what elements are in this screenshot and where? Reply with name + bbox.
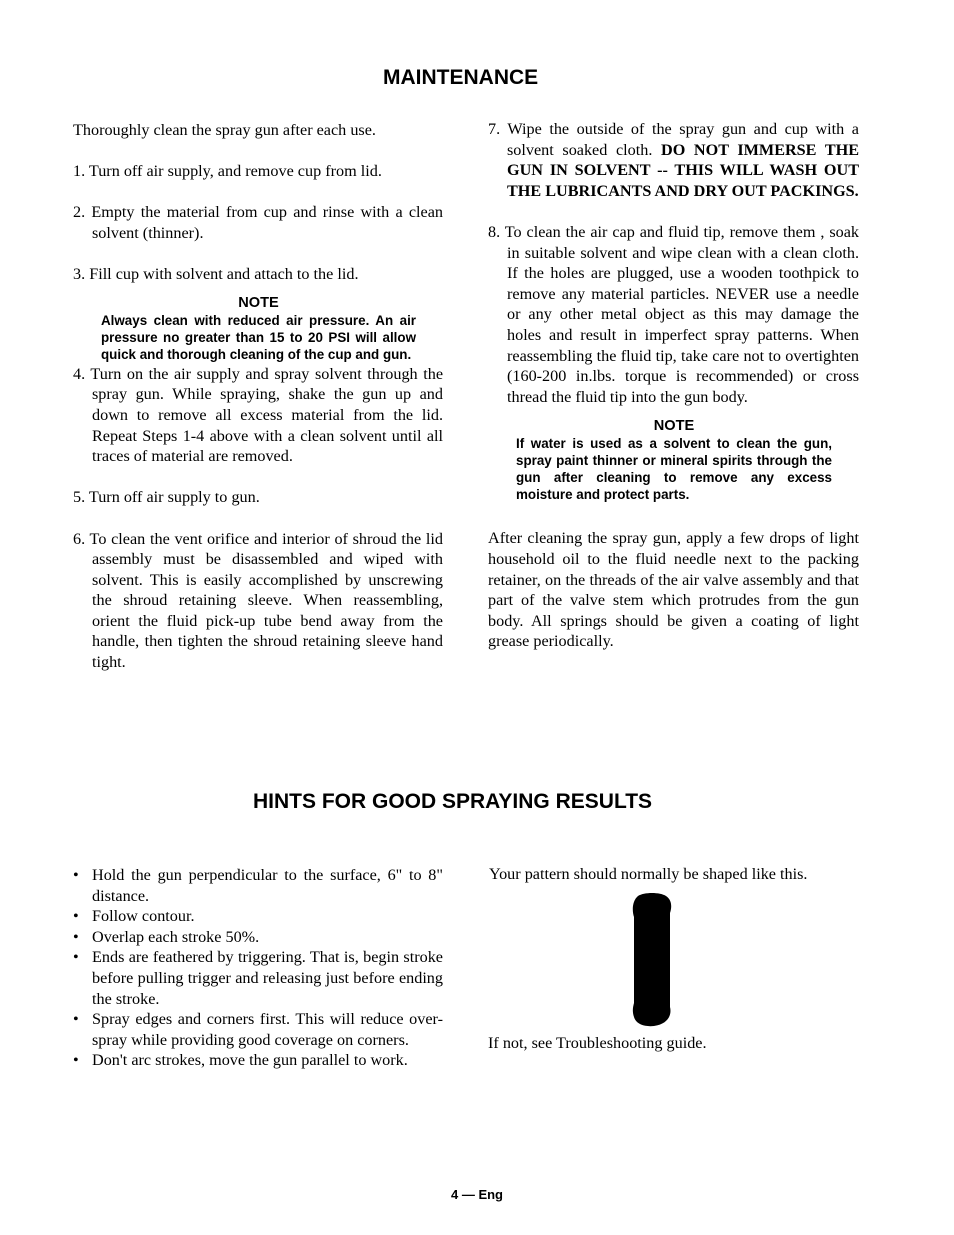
maintenance-step-3: 3. Fill cup with solvent and attach to the lid.	[73, 265, 359, 284]
hints-heading: HINTS FOR GOOD SPRAYING RESULTS	[253, 790, 653, 813]
maintenance-heading: MAINTENANCE	[383, 66, 539, 89]
maintenance-step-8: 8. To clean the air cap and fluid tip, remove them , soak in suitable solvent and wipe clean with a clean cloth. If the holes are plugged, use a wooden toothpick to remove any material particles. NEVER use a needle or any other metal object as this may damage the holes and result in imperfect spray patterns. When reassembling the fluid tip, take care not to overtighten (160-200 in.lbs. torque is recommended) or cross thread the fluid tip into the gun body.	[488, 222, 859, 406]
bullet-icon: •	[73, 866, 79, 884]
maintenance-left-column	[73, 120, 443, 673]
spray-pattern-oval	[633, 893, 671, 1026]
hint-item	[73, 927, 443, 948]
hint-text: Follow contour.	[92, 907, 195, 926]
maintenance-step-4: 4. Turn on the air supply and spray solvent through the spray gun. While spraying, shake the gun up and down to remove all excess material from the lid. Repeat Steps 1-4 above with a clean solvent until all traces of material are removed.	[73, 364, 443, 466]
maintenance-step-5: 5. Turn off air supply to gun.	[73, 488, 260, 507]
bullet-icon: •	[73, 1051, 79, 1070]
note-water-solvent	[516, 417, 832, 503]
hint-item	[73, 1050, 443, 1071]
pattern-caption-block	[489, 864, 860, 885]
step-7-text: 7. Wipe the outside of the spray gun and cup with a solvent soaked cloth.	[488, 120, 859, 159]
step-7-warning: DO NOT IMMERSE THE GUN IN SOLVENT -- THIS WILL WASH OUT THE LUBRICANTS AND DRY OUT PACKINGS.	[507, 140, 860, 200]
hint-text: Hold the gun perpendicular to the surface, 6" to 8" distance.	[92, 866, 443, 905]
bullet-icon: •	[73, 948, 79, 967]
maintenance-step-1: 1. Turn off air supply, and remove cup from lid.	[73, 162, 382, 181]
pattern-followup: If not, see Troubleshooting guide.	[488, 1034, 707, 1052]
note-title: NOTE	[653, 418, 695, 435]
maintenance-closing: After cleaning the spray gun, apply a few drops of light household oil to the fluid needle next to the packing retainer, on the threads of the air valve assembly and that part of the valve stem which protrudes from the gun body. All springs should be given a coating of light grease periodically.	[488, 529, 859, 651]
hint-text: Spray edges and corners first. This will reduce over-spray while providing good coverage on corners.	[92, 1010, 443, 1049]
page-number: 4 — Eng	[450, 1187, 503, 1202]
bullet-icon: •	[73, 907, 79, 926]
hint-item	[73, 865, 443, 906]
bullet-icon: •	[73, 1010, 79, 1029]
note-reduced-pressure	[101, 294, 416, 363]
bullet-icon: •	[73, 927, 79, 946]
hints-left-column	[73, 865, 443, 1071]
note-body: Always clean with reduced air pressure. An air pressure no greater than 15 to 20 PSI will allow quick and thorough cleaning of the cup and gun.	[101, 312, 416, 362]
maintenance-right-column	[488, 119, 859, 652]
pattern-caption: Your pattern should normally be shaped like this.	[489, 865, 808, 883]
pattern-followup-block	[488, 1033, 859, 1054]
maintenance-step-6: 6. To clean the vent orifice and interior of shroud the lid assembly must be disassembled and wiped with solvent. This is easily accomplished by unscrewing the shroud retaining sleeve. When reassembling, orient the fluid pick-up tube bend away from the handle, then tighten the shroud retaining sleeve hand tight.	[73, 529, 443, 672]
hint-text: Overlap each stroke 50%.	[92, 927, 260, 946]
hint-text: Don't arc strokes, move the gun parallel to work.	[92, 1051, 408, 1070]
spray-pattern-shape	[630, 893, 674, 1027]
hint-item	[73, 947, 443, 1009]
maintenance-intro: Thoroughly clean the spray gun after each use.	[73, 121, 376, 139]
maintenance-step-7	[488, 119, 859, 201]
note-title: NOTE	[238, 294, 279, 311]
hint-item	[73, 1009, 443, 1050]
maintenance-step-2: 2. Empty the material from cup and rinse with a clean solvent (thinner).	[73, 203, 443, 242]
hint-text: Ends are feathered by triggering. That is, begin stroke before pulling trigger and releasing just before ending the stroke.	[92, 948, 443, 1008]
hint-item	[73, 906, 443, 927]
hints-list	[73, 865, 443, 1071]
note-body: If water is used as a solvent to clean the gun, spray paint thinner or mineral spirits through the gun after cleaning to remove any excess moisture and protect parts.	[516, 436, 832, 503]
